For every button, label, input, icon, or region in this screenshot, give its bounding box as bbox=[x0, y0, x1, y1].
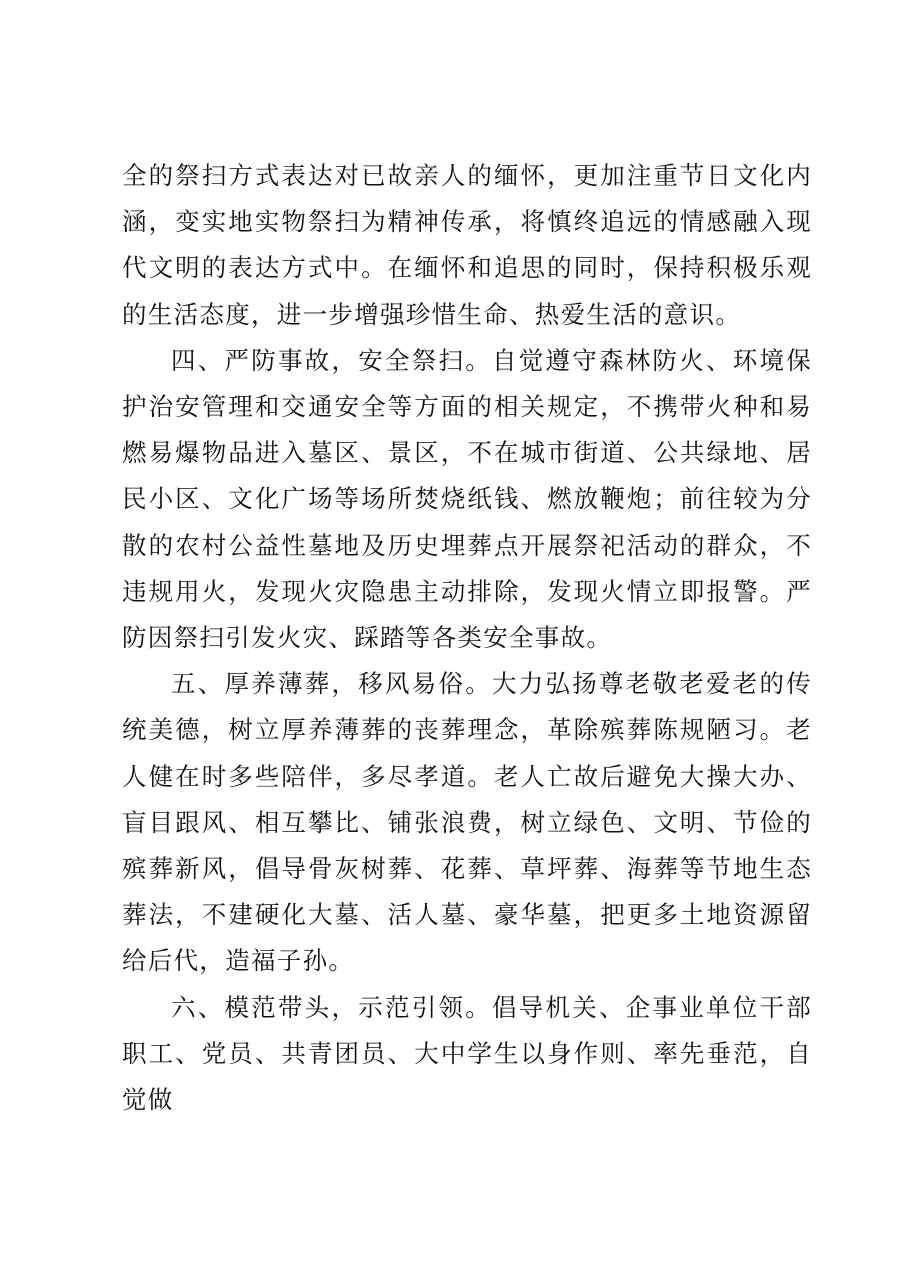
document-body bbox=[122, 153, 812, 1123]
paragraph-funeral-reform-section: 五、厚养薄葬，移风易俗。大力弘扬尊老敬老爱老的传统美德，树立厚养薄葬的丧葬理念，革除殡葬陈规陋习。老人健在时多些陪伴，多尽孝道。老人亡故后避免大操大办、盲目跟风、相互攀比、铺张浪费，树立绿色、文明、节俭的殡葬新风，倡导骨灰树葬、花葬、草坪葬、海葬等节地生态葬法，不建硬化大墓、活人墓、豪华墓，把更多土地资源留给后代，造福子孙。 bbox=[122, 669, 812, 976]
paragraph-role-model-section: 六、模范带头，示范引领。倡导机关、企事业单位干部职工、党员、共青团员、大中学生以身作则、率先垂范，自觉做 bbox=[122, 992, 812, 1115]
paragraph-condolence-ending: 全的祭扫方式表达对已故亲人的缅怀，更加注重节日文化内涵，变实地实物祭扫为精神传承，将慎终追远的情感融入现代文明的表达方式中。在缅怀和追思的同时，保持积极乐观的生活态度，进一步增强珍惜生命、热爱生活的意识。 bbox=[122, 161, 812, 329]
paragraph-safety-section: 四、严防事故，安全祭扫。自觉遵守森林防火、环境保护治安管理和交通安全等方面的相关规定，不携带火种和易燃易爆物品进入墓区、景区，不在城市街道、公共绿地、居民小区、文化广场等场所焚烧纸钱、燃放鞭炮；前往较为分散的农村公益性墓地及历史埋葬点开展祭祀活动的群众，不违规用火，发现火灾隐患主动排除，发现火情立即报警。严防因祭扫引发火灾、踩踏等各类安全事故。 bbox=[122, 345, 812, 653]
